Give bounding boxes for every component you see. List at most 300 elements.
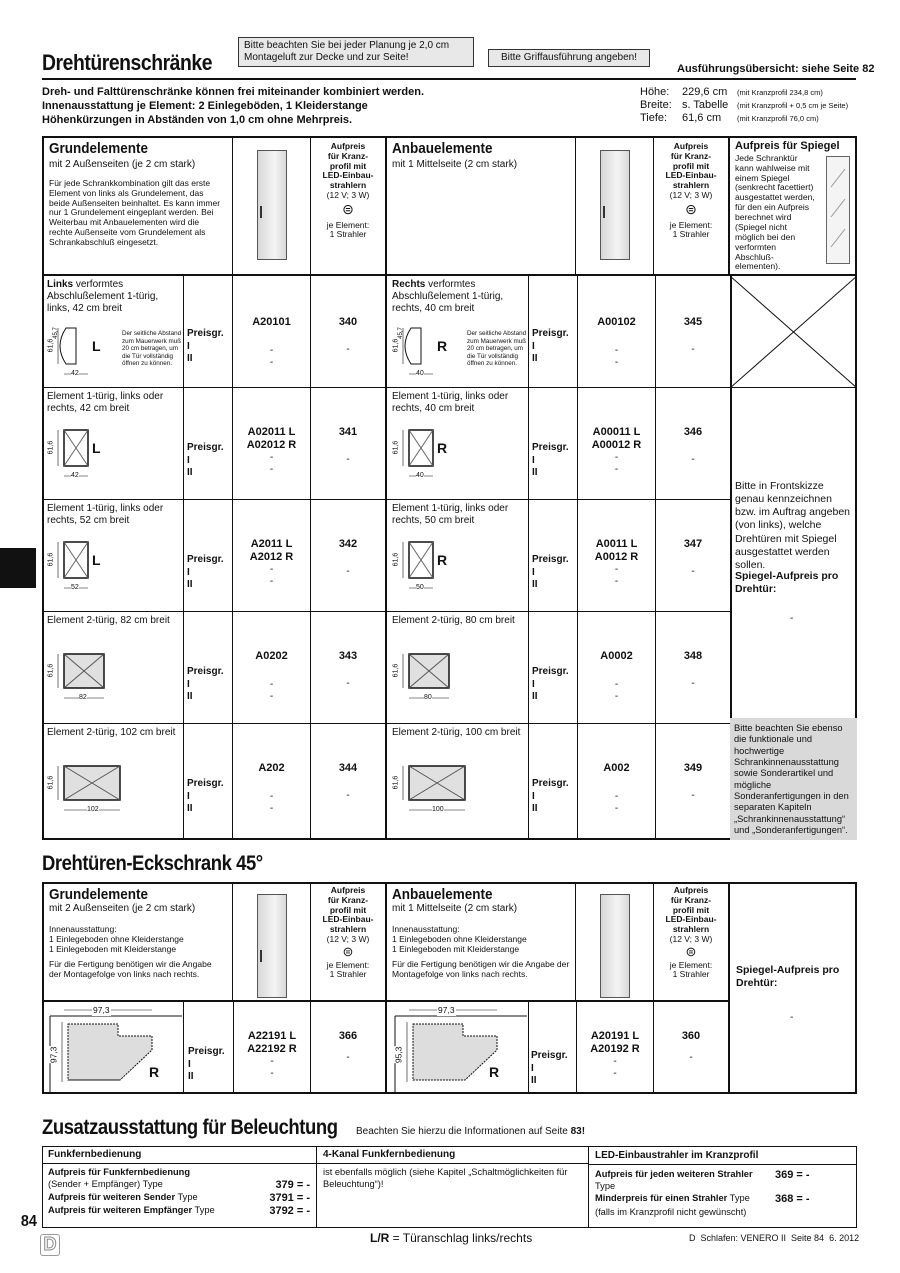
kanal-column <box>317 1146 589 1228</box>
led-row-label: Aufpreis für jeden weiteren Strahler <box>595 1169 753 1179</box>
preisgr-ii: II <box>532 467 538 478</box>
preisgr-i: I <box>531 1062 534 1074</box>
preisgr-i: I <box>532 340 535 352</box>
element-title-bold: Links <box>47 279 74 290</box>
price-ii: - <box>269 464 274 476</box>
hinge-letter: L <box>92 338 101 354</box>
article-code: A02012 R <box>246 439 297 452</box>
led-price-cell <box>311 500 387 612</box>
dim-note: (mit Kranzprofil 234,8 cm) <box>737 88 823 97</box>
aufpreis-line: (12 V; 3 W) <box>326 189 370 200</box>
eck-image-cell <box>576 882 654 1002</box>
article-code: A00012 R <box>591 439 642 452</box>
code-cell <box>578 388 656 500</box>
eck-grund-sub: mit 2 Außenseiten (je 2 cm stark) <box>49 903 196 914</box>
aufpreis-line: LED-Einbau- <box>322 914 374 925</box>
preisgr-ii: II <box>531 1075 537 1086</box>
led-price-cell <box>656 500 732 612</box>
code-cell <box>578 500 656 612</box>
width-dim: 52 <box>71 584 79 591</box>
cabinet-door-image <box>257 894 287 998</box>
aufpreis-line: für Kranz- <box>327 150 369 161</box>
preisgr-i: I <box>532 454 535 466</box>
hint-page-link[interactable]: 83! <box>570 1126 586 1137</box>
eck-order-note: Für die Fertigung benötigen wir die Angabe der Montagefolge von links nach rechts. <box>392 959 570 980</box>
eck-inner-line: 1 Einlegeboden ohne Kleiderstange <box>392 933 527 944</box>
article-code: A20191 L <box>590 1030 640 1042</box>
preisgr-label: Preisgr. <box>532 328 569 339</box>
element-plan-drawing <box>397 764 495 818</box>
led-price-cell <box>311 724 387 840</box>
preisgr-i: I <box>532 790 535 802</box>
funk-row-label: Aufpreis für weiteren Sender <box>48 1191 176 1202</box>
led-price-value: - <box>691 566 695 577</box>
article-code: A202 <box>258 762 285 774</box>
led-row-note: (falls im Kranzprofil nicht gewünscht) <box>595 1207 747 1218</box>
preisgr-label: Preisgr. <box>532 666 569 677</box>
aufpreis-line: (12 V; 3 W) <box>669 189 713 200</box>
anbau-header <box>387 136 576 276</box>
led-type: Type <box>595 1181 616 1192</box>
funk-column <box>42 1146 317 1228</box>
preisgr-ii: II <box>532 579 538 590</box>
spiegel-text: Jede Schranktür kann wahlweise mit einem Spiegel (senkrecht facettiert) ausgestattet werden, für den ein Aufpreis berechnet wird (Spiegel nicht möglich bei den verformten Abschluß-elementen). <box>735 152 815 272</box>
wall-distance-note: Der seitliche Abstand zum Mauerwerk muß 20 cm betragen, um die Tür vollständig öffnen zu können. <box>122 330 182 368</box>
width-dim: 82 <box>79 694 87 701</box>
price-ii: - <box>614 576 619 588</box>
led-price-code: 343 <box>338 650 358 662</box>
zusatz-hint <box>356 1126 585 1137</box>
preisgr-i: I <box>187 340 190 352</box>
led-price-code: 346 <box>683 426 703 438</box>
led-price-value: - <box>691 678 695 689</box>
intro-line: Höhenkürzungen in Abständen von 1,0 cm ohne Mehrpreis. <box>42 113 353 126</box>
price-ii: - <box>269 691 274 703</box>
preisgr-ii: II <box>532 803 538 814</box>
element-title: Element 2-türig, 100 cm breit <box>392 727 521 738</box>
eck-top-dim: 97,3 <box>93 1005 110 1015</box>
eck-led-cell <box>654 1002 730 1094</box>
led-price-cell <box>656 276 732 388</box>
aufpreis-line: strahlern <box>672 924 710 935</box>
overview-link[interactable]: Ausführungsübersicht: siehe Seite 82 <box>677 63 875 75</box>
preisgr-label: Preisgr. <box>532 442 569 453</box>
aufpreis-line: 1 Strahler <box>672 969 710 980</box>
led-price-cell <box>656 388 732 500</box>
article-code: A0012 R <box>594 551 639 564</box>
led-price-code: 340 <box>338 316 358 328</box>
intro-line: Dreh- und Falttürenschränke können frei miteinander kombiniert werden. <box>42 86 425 98</box>
preisgr-label: Preisgr. <box>187 328 224 339</box>
code-cell <box>578 724 656 840</box>
article-code: A02011 L <box>247 426 296 438</box>
led-price-cell <box>656 724 732 840</box>
eck-anbau-title: Anbauelemente <box>392 886 493 903</box>
led-price-code: 341 <box>338 426 358 438</box>
eck-side-dim: 95,3 <box>393 1046 404 1064</box>
aufpreis-line: strahlern <box>329 180 367 191</box>
aufpreis-line: profil mit <box>329 160 367 171</box>
led-price-cell <box>656 612 732 724</box>
width-dim: 40 <box>416 370 424 377</box>
preisgr-cell <box>529 724 578 840</box>
price-ii: - <box>614 691 619 703</box>
preisgr-i: I <box>187 678 190 690</box>
funk-type: Type <box>175 1191 198 1202</box>
preisgr-ii: II <box>187 579 193 590</box>
preisgr-label: Preisgr. <box>188 1046 225 1057</box>
preisgr-cell <box>529 500 578 612</box>
spiegel-header <box>730 136 857 276</box>
element-title: Element 2-türig, 82 cm breit <box>47 615 170 626</box>
led-lamp-icon: ⊜ <box>342 943 354 959</box>
handle-icon <box>603 206 605 218</box>
eck-led-cell <box>311 1002 387 1094</box>
note-line: Montageluft zur Decke und zur Seite! <box>244 52 409 63</box>
element-plan-drawing <box>397 326 463 382</box>
grund-header <box>42 136 233 276</box>
price-i: - <box>614 791 619 803</box>
led-price-value: - <box>346 454 350 465</box>
eck-inner-title: Innenausstattung: <box>49 924 117 934</box>
eck-hinge-letter: R <box>149 1064 160 1080</box>
zusatz-title: Zusatzausstattung für Beleuchtung <box>42 1116 338 1139</box>
element-title: Element 1-türig, links oder rechts, 50 cm breit <box>392 503 509 526</box>
led-price-cell <box>311 612 387 724</box>
code-cell <box>233 724 311 840</box>
aufpreis-line: für Kranz- <box>670 894 712 905</box>
preisgruppe <box>531 1050 568 1088</box>
preisgr-ii: II <box>187 467 193 478</box>
led-price-value: - <box>346 566 350 577</box>
price-i: - <box>269 345 274 357</box>
eck-inner-title: Innenausstattung: <box>392 924 460 934</box>
funk-title: Funkfernbedienung <box>42 1149 316 1164</box>
dim-label: Höhe: <box>640 86 670 98</box>
footer-meta: D Schlafen: VENERO II Seite 84 6. 2012 <box>689 1233 860 1243</box>
article-code: A20101 <box>252 316 291 328</box>
eck-spiegel-label: Spiegel-Aufpreis pro Drehtür: <box>736 964 840 990</box>
price-ii: - <box>614 803 619 815</box>
width-dim: 102 <box>87 806 99 813</box>
depth-dim: 61,6 <box>392 552 400 567</box>
preisgr-ii: II <box>187 803 193 814</box>
note-line: Bitte beachten Sie bei jeder Planung je 2,0 cm <box>244 40 450 51</box>
eck-drawing-right <box>387 1002 529 1094</box>
eck-grund-header <box>42 882 233 1002</box>
preisgr-ii: II <box>187 691 193 702</box>
aufpreis-line: je Element: <box>326 959 370 970</box>
aufpreis-cell <box>311 882 387 1002</box>
price-ii: - <box>269 803 274 815</box>
preisgr-i: I <box>188 1058 191 1070</box>
code-cell <box>233 388 311 500</box>
preisgr-label: Preisgr. <box>532 778 569 789</box>
aufpreis-cell <box>654 882 730 1002</box>
led-price-code: 366 <box>338 1030 358 1042</box>
preisgr-label: Preisgr. <box>531 1050 568 1061</box>
eck-drawing-left <box>42 1002 184 1094</box>
aufpreis-line: Aufpreis <box>673 141 709 151</box>
element-title: Element 1-türig, links oder rechts, 52 cm breit <box>47 503 164 526</box>
preisgr-cell <box>184 276 233 388</box>
legend <box>370 1231 532 1245</box>
aufpreis-line: je Element: <box>669 219 713 230</box>
preisgr-label: Preisgr. <box>187 442 224 453</box>
led-row-label: Minderpreis für einen Strahler <box>595 1193 728 1204</box>
element-title: Element 2-türig, 80 cm breit <box>392 615 515 626</box>
element-plan-drawing <box>52 652 134 706</box>
depth-dim: 61,6 <box>392 663 400 678</box>
wall-distance-note: Der seitliche Abstand zum Mauerwerk muß 20 cm betragen, um die Tür vollständig öffnen zu können. <box>467 330 527 368</box>
preisgruppe <box>188 1046 225 1084</box>
dimensions <box>640 86 848 125</box>
eck-code-cell <box>233 1002 311 1094</box>
led-price-value: - <box>346 790 350 801</box>
aufpreis-line: (12 V; 3 W) <box>669 933 713 944</box>
price-i: - <box>269 452 274 464</box>
aufpreis-line: strahlern <box>329 924 367 935</box>
element-title: Element 1-türig, links oder rechts, 40 cm breit <box>392 391 509 414</box>
hinge-letter: R <box>437 440 448 456</box>
dim-label: Breite: <box>640 99 672 111</box>
grip-note: Bitte Griffausführung angeben! <box>488 49 650 67</box>
grund-title: Grundelemente <box>49 140 149 157</box>
led-price-code: 345 <box>683 316 703 328</box>
width-dim: 80 <box>424 694 432 701</box>
mirror-door-image <box>826 156 850 264</box>
price-ii: - <box>269 357 274 369</box>
led-price-code: 344 <box>338 762 358 774</box>
legend-key: L/R <box>370 1231 390 1245</box>
preisgr-label: Preisgr. <box>532 554 569 565</box>
funk-row-label: Aufpreis für Funkfernbedienung <box>48 1167 191 1178</box>
preisgr-cell <box>529 276 578 388</box>
preisgr-ii: II <box>188 1071 194 1082</box>
handle-icon <box>260 206 262 218</box>
dim-value: 61,6 cm <box>682 112 722 124</box>
element-plan-drawing <box>52 326 118 382</box>
article-code: A20192 R <box>590 1043 640 1056</box>
article-code: A0011 L <box>595 538 638 550</box>
eck-anbau-header <box>387 882 576 1002</box>
cabinet-door-image <box>600 894 630 998</box>
width-dim: 42 <box>71 370 79 377</box>
anbau-sub: mit 1 Mittelseite (2 cm stark) <box>392 159 518 170</box>
code-cell <box>233 500 311 612</box>
depth-dim: 61,6 <box>47 440 55 455</box>
dim-note: (mit Kranzprofil + 0,5 cm je Seite) <box>737 101 849 110</box>
width-dim: 100 <box>432 806 444 813</box>
mirror-reflection-icon <box>827 157 849 263</box>
preisgr-ii: II <box>187 353 193 364</box>
depth-dim: 61,6 <box>392 338 400 353</box>
width-dim: 50 <box>416 584 424 591</box>
funk-price: 3791 = - <box>269 1191 310 1204</box>
article-code: A00102 <box>597 316 636 328</box>
preisgr-i: I <box>532 566 535 578</box>
divider <box>42 78 856 80</box>
price-i: - <box>269 679 274 691</box>
element-title-bold: Rechts <box>392 279 426 290</box>
depth-dim-2: 45,7 <box>397 327 404 339</box>
funk-price: 3792 = - <box>269 1205 310 1218</box>
anbau-title: Anbauelemente <box>392 140 493 157</box>
led-price-value: - <box>346 1052 350 1063</box>
led-lamp-icon: ⊜ <box>685 200 697 217</box>
aufpreis-line: LED-Einbau- <box>322 170 374 181</box>
led-price-code: 348 <box>683 650 703 662</box>
grund-sub: mit 2 Außenseiten (je 2 cm stark) <box>49 159 196 170</box>
dim-value: 229,6 cm <box>682 86 728 98</box>
element-plan-drawing <box>397 428 463 484</box>
element-title: verformtes Abschlußelement 1-türig, links, 42 cm breit <box>47 279 159 314</box>
aufpreis-line: 1 Strahler <box>329 229 367 240</box>
led-price-value: - <box>689 1052 693 1063</box>
intro-line: Innenausstattung je Element: 2 Einlegeböden, 1 Kleiderstange <box>42 99 368 112</box>
article-code: A0002 <box>600 650 633 662</box>
hinge-letter: L <box>92 440 101 456</box>
eck-order-note: Für die Fertigung benötigen wir die Angabe der Montagefolge von links nach rechts. <box>49 959 212 980</box>
led-lamp-icon: ⊜ <box>685 943 697 959</box>
aufpreis-line: Aufpreis <box>330 885 366 895</box>
preisgr-label: Preisgr. <box>187 666 224 677</box>
article-code: A2011 L <box>250 538 293 550</box>
led-price-value: - <box>691 344 695 355</box>
cross-mark-icon <box>730 276 857 388</box>
depth-dim: 61,6 <box>392 440 400 455</box>
aufpreis-line: profil mit <box>672 160 710 171</box>
aufpreis-line: Aufpreis <box>673 885 709 895</box>
preisgr-cell <box>184 612 233 724</box>
width-dim: 42 <box>71 472 79 479</box>
element-plan-drawing <box>52 764 150 818</box>
code-cell <box>578 276 656 388</box>
article-code: A2012 R <box>249 551 294 564</box>
price-i: - <box>614 679 619 691</box>
price-ii: - <box>613 1068 617 1080</box>
depth-dim: 61,6 <box>47 775 55 790</box>
page-title: Drehtürenschränke <box>42 50 213 75</box>
aufpreis-line: strahlern <box>672 180 710 191</box>
price-i: - <box>614 452 619 464</box>
empty-cross-cell <box>730 276 857 388</box>
price-i: - <box>614 564 619 576</box>
depth-dim: 61,6 <box>47 663 55 678</box>
led-price-cell <box>311 388 387 500</box>
preisgr-cell <box>184 724 233 840</box>
price-i: - <box>613 1056 617 1068</box>
price-i: - <box>269 791 274 803</box>
preisgr-cell <box>529 388 578 500</box>
spiegel-price: - <box>790 613 794 624</box>
led-price-code: 360 <box>681 1030 701 1042</box>
hint-text: Beachten Sie hierzu die Informationen auf Seite <box>356 1126 571 1137</box>
depth-dim: 61,6 <box>47 552 55 567</box>
funk-price: 379 = - <box>275 1178 310 1191</box>
article-code: A22192 R <box>247 1043 297 1056</box>
led-price-value: - <box>346 678 350 689</box>
element-title: Element 1-türig, links oder rechts, 42 cm breit <box>47 391 164 414</box>
aufpreis-cell <box>311 136 387 276</box>
eck-code-cell <box>576 1002 654 1094</box>
planning-note <box>238 37 474 67</box>
depth-dim: 61,6 <box>392 775 400 790</box>
article-code: A002 <box>603 762 630 774</box>
zusatz-heading <box>42 1116 378 1140</box>
aufpreis-line: 1 Strahler <box>672 229 710 240</box>
eck-spiegel-price: - <box>790 1012 794 1023</box>
element-plan-drawing <box>397 540 463 596</box>
hinge-letter: L <box>92 552 101 568</box>
aufpreis-line: (12 V; 3 W) <box>326 933 370 944</box>
depth-dim-2: 45,7 <box>52 327 59 339</box>
preisgr-i: I <box>187 790 190 802</box>
code-cell <box>578 612 656 724</box>
led-price-value: - <box>346 344 350 355</box>
eck-hinge-letter: R <box>489 1064 500 1080</box>
depth-dim: 61,6 <box>47 338 55 353</box>
spiegel-hint: Bitte in Frontskizze genau kennzeichnen bzw. im Auftrag angeben (von links), welche Drehtüren mit Spiegel ausgestattet werden sollen. <box>735 480 850 571</box>
corner-cabinet-plan-left <box>42 1002 184 1094</box>
price-ii: - <box>270 1068 274 1080</box>
element-plan-drawing <box>52 428 118 484</box>
eck-image-cell <box>233 882 311 1002</box>
country-badge: D <box>40 1234 60 1256</box>
article-code: A0202 <box>255 650 288 662</box>
element-plan-drawing <box>397 652 479 706</box>
aufpreis-line: LED-Einbau- <box>665 170 717 181</box>
aufpreis-cell <box>654 136 730 276</box>
width-dim: 40 <box>416 472 424 479</box>
legend-text: = Türanschlag links/rechts <box>389 1231 533 1245</box>
eck-grund-title: Grundelemente <box>49 886 149 903</box>
intro <box>42 86 424 127</box>
eck-inner-line: 1 Einlegeboden ohne Kleiderstange <box>49 933 184 944</box>
preisgr-label: Preisgr. <box>187 778 224 789</box>
spiegel-title: Aufpreis für Spiegel <box>735 140 840 152</box>
element-title: Element 2-türig, 102 cm breit <box>47 727 176 738</box>
price-ii: - <box>269 576 274 588</box>
aufpreis-line: LED-Einbau- <box>665 914 717 925</box>
price-i: - <box>270 1056 274 1068</box>
article-code: A00011 L <box>592 426 641 438</box>
price-i: - <box>614 345 619 357</box>
led-price-code: 349 <box>683 762 703 774</box>
dim-label: Tiefe: <box>640 112 668 124</box>
preisgr-i: I <box>187 566 190 578</box>
funk-row-label: Aufpreis für weiteren Empfänger <box>48 1205 193 1216</box>
hinge-letter: R <box>437 338 448 354</box>
dim-note: (mit Kranzprofil 76,0 cm) <box>737 114 819 123</box>
grund-image-cell <box>233 136 311 276</box>
price-ii: - <box>614 357 619 369</box>
cabinet-door-image <box>257 150 287 260</box>
led-price: 368 = - <box>775 1193 810 1206</box>
aufpreis-line: profil mit <box>329 904 367 915</box>
aufpreis-line: je Element: <box>326 219 370 230</box>
funk-type: Type <box>192 1205 215 1216</box>
preisgr-cell <box>184 388 233 500</box>
chapter-tab-marker <box>0 548 36 588</box>
preisgr-ii: II <box>532 353 538 364</box>
led-price-cell <box>311 276 387 388</box>
dim-value: s. Tabelle <box>682 99 729 111</box>
price-ii: - <box>614 464 619 476</box>
code-cell <box>233 612 311 724</box>
led-price-value: - <box>691 454 695 465</box>
led-price: 369 = - <box>775 1169 810 1181</box>
